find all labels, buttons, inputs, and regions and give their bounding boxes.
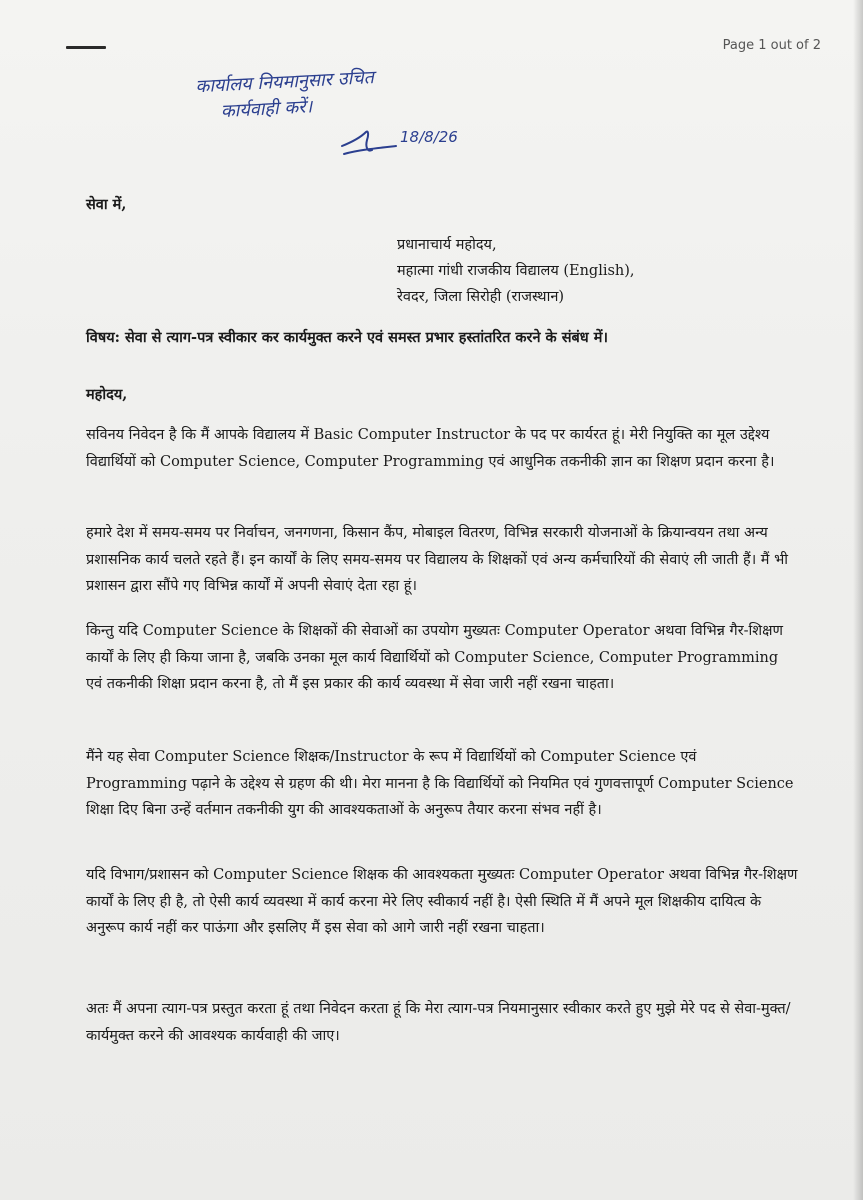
recipient-address <box>397 232 635 310</box>
top-dash-mark <box>66 46 106 49</box>
page-edge-shadow <box>853 0 863 1200</box>
handwritten-note <box>195 58 517 127</box>
paragraph-2 <box>86 520 798 600</box>
handwritten-line-2: कार्यवाही करें। <box>220 96 313 123</box>
handwritten-date: 18/8/26 <box>400 128 458 146</box>
handwritten-line-1: कार्यालय नियमानुसार उचित <box>194 67 375 98</box>
paragraph-4 <box>86 744 798 824</box>
paragraph-3 <box>86 618 798 698</box>
address-line-2: महात्मा गांधी राजकीय विद्यालय (English), <box>397 263 635 279</box>
signature <box>338 124 400 164</box>
subject-line: विषय: सेवा से त्याग-पत्र स्वीकार कर कार्यमुक्त करने एवं समस्त प्रभार हस्तांतरित करने के संबंध में। <box>86 329 608 346</box>
paragraph-text: यदि विभाग/प्रशासन को Computer Science शिक्षक की आवश्यकता मुख्यतः Computer Operator अथवा विभिन्न गैर-शिक्षण कार्यों के लिए ही है, तो ऐसी कार्य व्यवस्था में कार्य करना मेरे लिए स्वीकार्य नहीं है। ऐसी स्थिति में मैं अपने मूल शिक्षकीय दायित्व के अनुरूप कार्य नहीं कर पाऊंगा और इसलिए मैं इस सेवा को आगे जारी नहीं रखना चाहता। <box>86 867 798 936</box>
greeting: महोदय, <box>86 386 128 403</box>
paragraph-5 <box>86 862 798 942</box>
paragraph-text: मैंने यह सेवा Computer Science शिक्षक/Instructor के रूप में विद्यार्थियों को Computer Science एवं Programming पढ़ाने के उद्देश्य से ग्रहण की थी। मेरा मानना है कि विद्यार्थियों को नियमित एवं गुणवत्तापूर्ण Computer Science शिक्षा दिए बिना उन्हें वर्तमान तकनीकी युग की आवश्यकताओं के अनुरूप तैयार करना संभव नहीं है। <box>86 749 794 818</box>
paragraph-text: अतः मैं अपना त्याग-पत्र प्रस्तुत करता हूं तथा निवेदन करता हूं कि मेरा त्याग-पत्र नियमानुसार स्वीकार करते हुए मुझे मेरे पद से सेवा-मुक्त/कार्यमुक्त करने की आवश्यक कार्यवाही की जाए। <box>86 1001 791 1044</box>
address-line-1: प्रधानाचार्य महोदय, <box>397 237 497 253</box>
paragraph-text: हमारे देश में समय-समय पर निर्वाचन, जनगणना, किसान कैंप, मोबाइल वितरण, विभिन्न सरकारी योजनाओं के क्रियान्वयन तथा अन्य प्रशासनिक कार्य चलते रहते हैं। इन कार्यों के लिए समय-समय पर विद्यालय के शिक्षकों एवं अन्य कर्मचारियों की सेवाएं ली जाती हैं। मैं भी प्रशासन द्वारा सौंपे गए विभिन्न कार्यों में अपनी सेवाएं देता रहा हूं। <box>86 525 789 594</box>
page-number: Page 1 out of 2 <box>722 38 821 53</box>
paragraph-6 <box>86 996 798 1049</box>
paragraph-text: किन्तु यदि Computer Science के शिक्षकों की सेवाओं का उपयोग मुख्यतः Computer Operator अथवा विभिन्न गैर-शिक्षण कार्यों के लिए ही किया जाना है, जबकि उनका मूल कार्य विद्यार्थियों को Computer Science, Computer Programming एवं तकनीकी शिक्षा प्रदान करना है, तो मैं इस प्रकार की कार्य व्यवस्था में सेवा जारी नहीं रखना चाहता। <box>86 623 784 692</box>
paragraph-1 <box>86 422 798 475</box>
salutation-to: सेवा में, <box>86 196 127 213</box>
address-line-3: रेवदर, जिला सिरोही (राजस्थान) <box>397 289 565 305</box>
paragraph-text: सविनय निवेदन है कि मैं आपके विद्यालय में Basic Computer Instructor के पद पर कार्यरत हूं। मेरी नियुक्ति का मूल उद्देश्य विद्यार्थियों को Computer Science, Computer Programming एवं आधुनिक तकनीकी ज्ञान का शिक्षण प्रदान करना है। <box>86 427 775 470</box>
